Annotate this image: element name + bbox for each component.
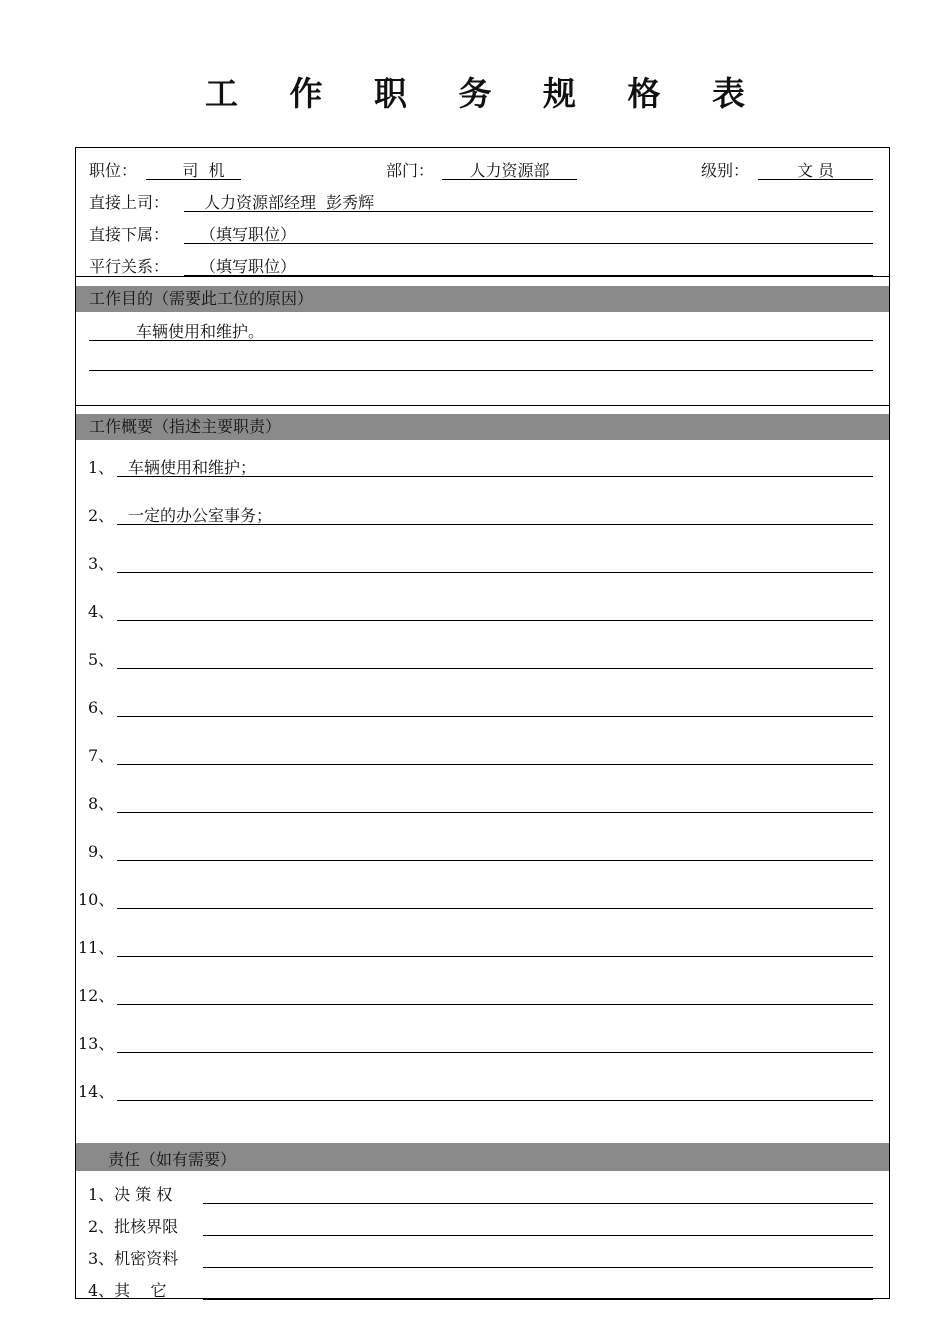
- summary-item-number: 1、: [88, 458, 115, 477]
- summary-heading: 工作概要（指述主要职责）: [76, 414, 889, 440]
- summary-item-number: 8、: [88, 794, 115, 813]
- summary-item-line: [117, 620, 873, 621]
- summary-item-line: [117, 764, 873, 765]
- position-label: 职位：: [89, 161, 138, 180]
- peer-value[interactable]: （填写职位）: [200, 257, 297, 276]
- summary-item-line: [117, 1052, 873, 1053]
- job-spec-form: [75, 147, 890, 1299]
- summary-item-line: [117, 476, 873, 477]
- level-label: 级别：: [701, 161, 750, 180]
- position-value[interactable]: 司 机: [182, 161, 225, 180]
- purpose-text[interactable]: 车辆使用和维护。: [136, 322, 265, 341]
- responsibility-item-line[interactable]: [203, 1203, 873, 1204]
- summary-item-number: 3、: [88, 554, 115, 573]
- level-value[interactable]: 文 员: [796, 161, 835, 180]
- page-title: 工 作 职 务 规 格 表: [205, 74, 765, 113]
- summary-item-line: [117, 860, 873, 861]
- subordinate-value[interactable]: （填写职位）: [200, 225, 297, 244]
- supervisor-label: 直接上司：: [89, 193, 170, 212]
- summary-item-number: 6、: [88, 698, 115, 717]
- department-value[interactable]: 人力资源部: [469, 161, 550, 180]
- responsibility-item-label: 3、机密资料: [88, 1249, 179, 1268]
- summary-item-number: 12、: [78, 986, 115, 1005]
- responsibility-item-line[interactable]: [203, 1235, 873, 1236]
- supervisor-value[interactable]: 人力资源部经理 彭秀辉: [204, 193, 375, 212]
- summary-item-line: [117, 1100, 873, 1101]
- summary-item-number: 10、: [78, 890, 115, 909]
- responsibility-item-label: 1、决 策 权: [88, 1185, 173, 1204]
- summary-item-number: 5、: [88, 650, 115, 669]
- summary-item-line: [117, 668, 873, 669]
- summary-item-number: 14、: [78, 1082, 115, 1101]
- summary-item-number: 9、: [88, 842, 115, 861]
- summary-item-text[interactable]: 一定的办公室事务；: [128, 506, 273, 525]
- responsibility-item-label: 2、批核界限: [88, 1217, 179, 1236]
- summary-item-line: [117, 1004, 873, 1005]
- purpose-heading: 工作目的（需要此工位的原因）: [76, 286, 889, 312]
- summary-item-number: 7、: [88, 746, 115, 765]
- summary-item-text[interactable]: 车辆使用和维护；: [128, 458, 257, 477]
- summary-item-line: [117, 956, 873, 957]
- summary-item-line: [117, 908, 873, 909]
- summary-item-number: 11、: [78, 938, 115, 957]
- summary-item-line: [117, 812, 873, 813]
- summary-item-line: [117, 572, 873, 573]
- responsibility-item-line[interactable]: [203, 1299, 873, 1300]
- summary-item-line: [117, 524, 873, 525]
- summary-item-number: 4、: [88, 602, 115, 621]
- responsibility-heading: 责任（如有需要）: [76, 1143, 889, 1171]
- summary-item-number: 2、: [88, 506, 115, 525]
- subordinate-label: 直接下属：: [89, 225, 170, 244]
- peer-label: 平行关系：: [89, 257, 170, 276]
- responsibility-item-line[interactable]: [203, 1267, 873, 1268]
- summary-item-number: 13、: [78, 1034, 115, 1053]
- summary-item-line: [117, 716, 873, 717]
- responsibility-item-label: 4、其 它: [88, 1281, 167, 1300]
- department-label: 部门：: [386, 161, 435, 180]
